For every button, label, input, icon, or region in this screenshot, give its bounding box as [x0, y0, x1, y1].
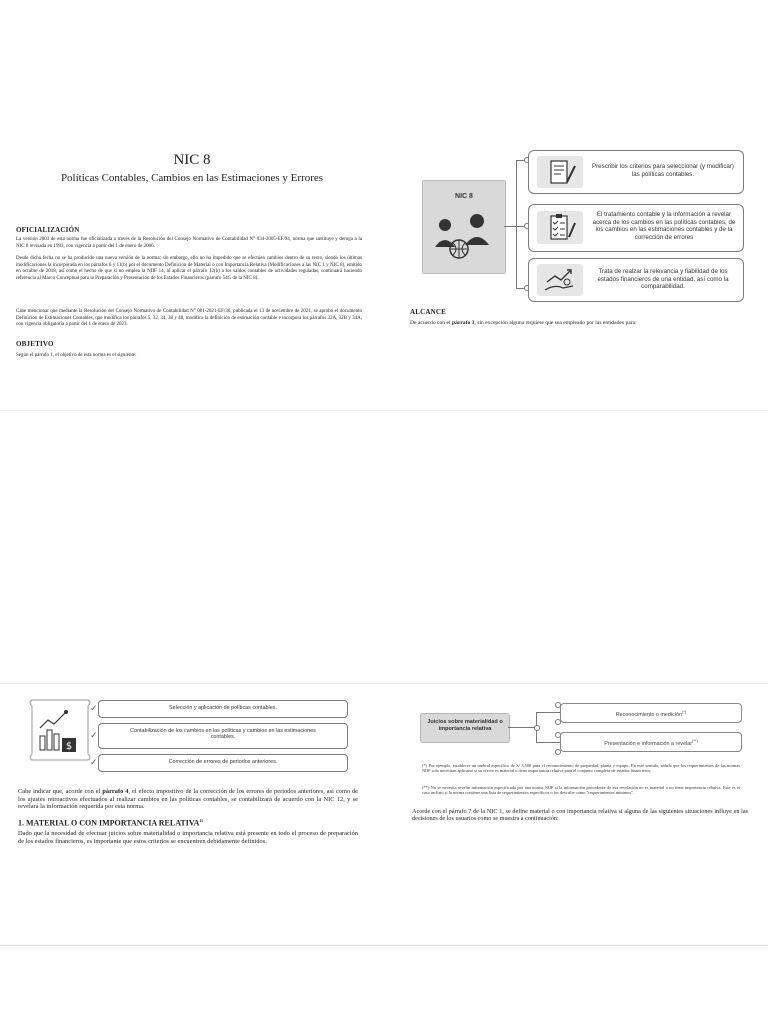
document-pen-icon [537, 156, 583, 188]
alcance-text: De acuerdo con el [410, 320, 452, 326]
page-3 [0, 683, 384, 946]
footnote-1: (*) Por ejemplo, establecer un umbral específico de S/ 3,500 para el reconocimiento de propiedad, planta y equipo. En este sentido, señala que los requerimientos de las normas NIIF solo necesitan aplicarse si su efecto es material o tiene importancia relativa para el conjunto completo de estados financieros. [422, 763, 740, 774]
materiality-paragraph: Dado que la necesidad de efectuar juicios sobre materialidad o importancia relativa está presente en todo el proceso de preparación de los estados financieros, es importante que estos criterios se encuentren debidamente definidos. [18, 830, 358, 845]
recognition-label: Reconocimiento o medición [615, 711, 682, 718]
alcance-text-end: , sin excepción alguna requiere que sea empleado por las entidades para: [474, 320, 637, 326]
connector-line [516, 160, 517, 288]
section-heading [18, 818, 203, 828]
connector-dot [534, 725, 540, 731]
nic8-center-box [422, 180, 506, 274]
growth-hand-icon [537, 264, 583, 296]
judgement-text: Juicios sobre materialidad o importancia relativa [427, 719, 503, 733]
check-icon: ✓ [90, 704, 98, 714]
objetivo-heading: OBJETIVO [16, 340, 54, 348]
scope-item-2-text: Contabilización de los cambios en las políticas y cambios en las estimaciones contables. [130, 728, 316, 741]
objective-box-2 [528, 204, 744, 252]
presentation-text [561, 738, 741, 747]
footnote-ref: (**) [692, 738, 698, 743]
check-icon: ✓ [90, 758, 98, 768]
paragraph-2: Desde dicha fecha no se ha producido una nueva versión de la norma; sin embargo, ello no ha impedido que se efectúen cambios dentro de su texto, siendo los últimas modificaciones la incorporada en los párrafos 6 y 11(b) por el documento Definición de Material o con Importancia Relativa (Modificaciones a las NIC 1 y NIC 8), emitido en octubre de 2018, así como el hecho de que si no emplea la NIIF 14, al aplicar el párrafo 12(b) a los saldos contables de actividades reguladas, continuará haciendo referencia al Marco Conceptual para la Preparación y Presentación de los Estados Financieros (párrafo 54G de la NIC 8). [16, 256, 362, 281]
footnote-ref: 11 [199, 818, 204, 823]
judgement-box [420, 713, 510, 743]
scope-item-1-text: Selección y aplicación de políticas contables. [169, 705, 277, 711]
scope-item-2 [90, 723, 348, 749]
alcance-heading: ALCANCE [410, 308, 447, 316]
page-1 [0, 128, 384, 410]
connector-line [508, 727, 536, 728]
objective-box-1 [528, 150, 744, 194]
center-label: NIC 8 [455, 193, 473, 200]
page-bottom-line [0, 945, 768, 946]
chart-money-icon [24, 698, 94, 762]
paragraph-1: La versión 2003 de esta norma fue oficializada a través de la Resolución del Consejo Normativo de Contabilidad N° 034-2005-EF/94, norma que sustituye y deroga a la NIC 8 revisada en 1993, con vigencia a partir del 1 de enero de 2006. [16, 237, 362, 249]
page-separator [0, 410, 768, 411]
scope-item-3 [90, 754, 348, 772]
footnote-2: (**) No se necesita revelar información especificada por una norma NIIF si la información procedente de esa revelación no es material o no tiene importancia relativa. Este es el caso incluso si la norma contiene una lista de requerimientos específicos o los describe como "requerimientos mínimos". [422, 785, 740, 796]
objective-box-3 [528, 258, 744, 302]
scope-item-1 [90, 700, 348, 718]
paragraph-4: Según el párrafo 1, el objetivo de esta norma es el siguiente: [16, 353, 137, 358]
page-subtitle: Políticas Contables, Cambios en las Estimaciones y Errores [60, 172, 324, 184]
objective-text-1: Prescribir los criterios para seleccionar (y modificar) las políticas contables. [591, 163, 734, 178]
definition-paragraph: Acorde con el párrafo 7 de la NIC 1, se define material o con importancia relativa si alguna de las siguientes situaciones influye en las decisiones de los usuarios como se muestra a continuación: [412, 808, 748, 823]
connector-line [536, 712, 560, 713]
scope-item-3-text: Corrección de errores de periodos anteriores. [168, 759, 278, 765]
oficializacion-heading: OFICIALIZACIÓN [16, 226, 80, 234]
footnote-ref: (*) [682, 709, 687, 714]
tax-effect-paragraph [18, 788, 358, 811]
connector-line [504, 226, 516, 227]
alcance-bold-ref: párrafo 3 [451, 320, 475, 326]
recognition-text [561, 709, 741, 718]
recognition-box [560, 703, 742, 723]
alcance-paragraph [410, 320, 740, 327]
page-2 [384, 128, 768, 410]
clipboard-checklist-icon [537, 211, 583, 244]
para-text-end: , el efecto impositivo de la corrección de los errores de periodos anteriores, así como de los ajustes retroactivos efectuados al realizar cambios en las políticas contables, se contabilizará de acuerdo con la NIC 12, y se revelará la información requerida por esta norma. [18, 788, 359, 811]
svg-text:$: $ [65, 741, 73, 752]
paragraph-3: Cabe mencionar que mediante la Resolución del Consejo Normativo de Contabilidad N° 001-2021-EF/30, publicada el 13 de noviembre de 2021, se aprobó el documento Definición de Estimaciones Contables, que modifica los párrafos 5, 32, 34, 38 y 48, modifica la definición de estimación contable e incorpora los párrafos 32A, 32B y 34A, con vigencia obligatoria a partir del 1 de enero de 2023. [16, 309, 362, 328]
page-title: NIC 8 [173, 152, 211, 168]
objective-text-2: El tratamiento contable y la información a revelar acerca de los cambios en las políticas contables, de los cambios en las estimaciones contables y de la corrección de errores [592, 211, 736, 241]
presentation-label: Presentación e información a revelar [604, 740, 692, 747]
section-heading-text: 1. MATERIAL O CON IMPORTANCIA RELATIVA [18, 818, 200, 828]
objective-text-3: Trata de realzar la relevancia y fiabilidad de los estados financieros de una entidad, así como la comparabilidad. [597, 268, 729, 291]
para-bold-ref: párrafo 4 [102, 788, 129, 795]
people-globe-icon [423, 181, 505, 273]
para-text: Cabe indicar que, acorde con el [18, 788, 103, 795]
check-icon: ✓ [90, 731, 98, 741]
page-4 [384, 683, 768, 946]
presentation-box [560, 732, 742, 752]
connector-line [536, 742, 560, 743]
